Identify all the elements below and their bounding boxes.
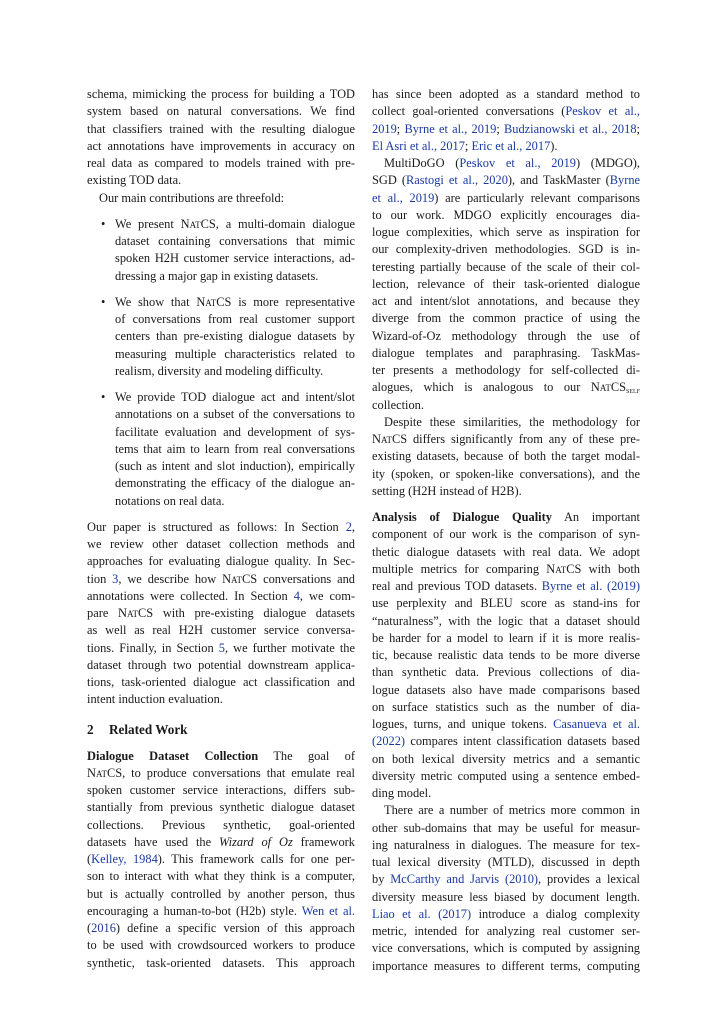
citation-link[interactable]: Budzianowski et al., 2018 bbox=[504, 121, 637, 136]
metrics-paragraph bbox=[372, 802, 640, 975]
section-number: 2 bbox=[87, 721, 94, 737]
text-line: annotations on a subset of the conversations to bbox=[115, 407, 355, 422]
text-line: tems that aim to learn from real conversations bbox=[115, 441, 355, 456]
continuation-paragraph bbox=[372, 86, 640, 155]
text-line: (such as intent and slot induction), empirically bbox=[115, 459, 355, 473]
paper-structure-paragraph bbox=[87, 519, 355, 709]
text-line: diverge from the common practice of using the bbox=[372, 311, 640, 326]
text-line: tions, task-oriented dialogue act classification and bbox=[87, 675, 355, 689]
text-line: Dialogue Dataset Collection The goal of bbox=[87, 748, 355, 763]
text-line: ing naturalness in dialogues. The measure for tex- bbox=[372, 837, 640, 852]
text-line: importance measures to different terms, computing bbox=[372, 958, 640, 973]
text-line: El Asri et al., 2017; Eric et al., 2017). bbox=[372, 138, 558, 153]
dialogue-quality-paragraph bbox=[372, 509, 640, 802]
paragraph-heading: Dialogue Dataset Collection bbox=[87, 748, 259, 763]
text-line: (Kelley, 1984). This framework calls for one per- bbox=[87, 852, 355, 866]
text-line: than synthetic data. Previous collections of dia- bbox=[372, 665, 640, 680]
text-line: collections. Previous synthetic, goal-oriented bbox=[87, 817, 355, 832]
intro-tail-paragraph bbox=[87, 86, 355, 190]
text-line: other sub-domains that may be useful for measur- bbox=[372, 820, 640, 835]
text-line: on both lexical diversity metrics and a semantic bbox=[372, 751, 640, 766]
text-line: diversity metric computed using a sentence embed- bbox=[372, 768, 640, 783]
citation-link[interactable]: Kelley, 1984 bbox=[91, 852, 158, 866]
text-line: multiple metrics for comparing NatCS with both bbox=[372, 561, 640, 576]
text-line: son to interact with what they think is a computer, bbox=[87, 869, 355, 884]
text-line: demonstrating the efficacy of the dialogue an- bbox=[115, 476, 355, 491]
section-link-3[interactable]: 3 bbox=[112, 571, 119, 586]
right-column bbox=[372, 86, 640, 975]
text-line: spoken H2H customer service interactions, ad- bbox=[115, 251, 355, 266]
text-line: datasets have used the Wizard of Oz framework bbox=[87, 834, 355, 849]
citation-link[interactable]: 2019 bbox=[372, 121, 397, 136]
contributions-intro: Our main contributions are threefold: bbox=[99, 190, 285, 205]
bullet-icon: • bbox=[101, 216, 106, 231]
left-column bbox=[87, 86, 355, 972]
citation-link[interactable]: 2016 bbox=[91, 921, 116, 935]
text-line: our complexity-driven methodologies. SGD is in- bbox=[372, 242, 640, 257]
citation-link[interactable]: Eric et al., 2017 bbox=[471, 138, 551, 153]
citation-link[interactable]: Byrne et al. (2019) bbox=[541, 579, 640, 593]
text-line: by McCarthy and Jarvis (2010), provides a lexical bbox=[372, 872, 640, 887]
citation-link[interactable]: Rastogi et al., 2020 bbox=[405, 173, 508, 188]
text-line: existing TOD data. bbox=[87, 173, 182, 188]
text-line: tion 3, we describe how NatCS conversations and bbox=[87, 571, 355, 586]
text-line: setting (H2H instead of H2B). bbox=[372, 483, 522, 498]
text-line: system based on natural conversations. We find bbox=[87, 104, 355, 119]
text-line: ter presents a methodology for self-collected di- bbox=[372, 363, 640, 377]
citation-link[interactable]: (2022) bbox=[372, 734, 406, 749]
text-line: existing datasets, because of both the target modal- bbox=[372, 449, 640, 464]
text-line: component of our work is the comparison of syn- bbox=[372, 527, 640, 542]
text-line: collect goal-oriented conversations (Peskov et al., bbox=[372, 104, 640, 119]
citation-link[interactable]: McCarthy and Jarvis (2010) bbox=[390, 872, 539, 887]
text-line: tions. Finally, in Section 5, we further motivate the bbox=[87, 640, 356, 655]
text-line: be harder for a model to learn if it is more realis- bbox=[372, 630, 640, 645]
text-line: schema, mimicking the process for building a TOD bbox=[87, 87, 355, 101]
text-line: Our paper is structured as follows: In Section 2, bbox=[87, 519, 355, 534]
text-line: tual lexical diversity (MTLD), discussed in depth bbox=[372, 855, 640, 869]
text-line: notations on real data. bbox=[115, 493, 225, 508]
contribution-bullet-2 bbox=[87, 294, 355, 380]
section-title: Related Work bbox=[109, 721, 188, 737]
bullet-icon: • bbox=[101, 294, 106, 309]
text-line: we review other dataset collection methods and bbox=[87, 537, 355, 551]
text-line: dressing a major gap in existing datasets. bbox=[115, 268, 319, 283]
despite-paragraph bbox=[372, 414, 640, 500]
citation-link[interactable]: Byrne bbox=[609, 173, 641, 188]
text-line: stantially from previous synthetic dialogue dataset bbox=[87, 800, 355, 815]
text-line: use perplexity and BLEU score as stand-ins for bbox=[372, 596, 640, 611]
text-line: • We present NatCS, a multi-domain dialogue bbox=[87, 216, 355, 233]
text-line: but is actually controlled by another person, thus bbox=[87, 886, 355, 901]
text-line: diversity measure less biased by document length. bbox=[372, 889, 640, 904]
dataset-name: NatCS bbox=[196, 294, 232, 309]
text-line: 2019; Byrne et al., 2019; Budzianowski et al., 2018; bbox=[372, 121, 640, 136]
text-line: vice conversations, which is computed by assigning bbox=[372, 941, 640, 956]
text-line: (2022) compares intent classification datasets based bbox=[372, 734, 640, 749]
text-line: dialogue templates and paraphrasing. TaskMas- bbox=[372, 345, 640, 360]
text-line: • We show that NatCS is more representative bbox=[87, 294, 355, 311]
text-line: logue complexities, which serve as inspiration for bbox=[372, 225, 640, 239]
text-line: logues, turns, and unique tokens. Casanueva et al. bbox=[372, 717, 640, 731]
text-line: ding model. bbox=[372, 786, 432, 800]
contribution-bullet-1 bbox=[87, 216, 355, 285]
text-line: of conversations from real customer support bbox=[115, 312, 355, 326]
text-line: Analysis of Dialogue Quality An important bbox=[372, 510, 640, 524]
text-line: facilitate evaluation and development of sys- bbox=[115, 424, 355, 439]
text-line: NatCS, to produce conversations that emulate real bbox=[87, 765, 355, 780]
text-line: “naturalness”, with the logic that a dataset should bbox=[372, 613, 640, 628]
text-line: • We provide TOD dialogue act and intent/slot bbox=[87, 389, 355, 406]
text-line: to be used with crowdsourced workers to produce bbox=[87, 938, 355, 953]
paragraph-heading: Analysis of Dialogue Quality bbox=[372, 510, 552, 524]
section-link-4[interactable]: 4 bbox=[293, 588, 300, 603]
text-line: act annotations have improvements in accuracy on bbox=[87, 138, 355, 153]
text-line: SGD (Rastogi et al., 2020), and TaskMaster (Byrne bbox=[372, 173, 641, 188]
text-line: intent induction evaluation. bbox=[87, 692, 223, 707]
text-line: dataset through two potential downstream applica- bbox=[87, 657, 355, 672]
text-line: (2016) define a specific version of this approach bbox=[87, 921, 355, 935]
text-line: approaches for evaluating dialogue quality. In Sec- bbox=[87, 554, 355, 569]
text-line: encouraging a human-to-bot (H2b) style. Wen et al. bbox=[87, 903, 356, 918]
citation-link[interactable]: El Asri et al., 2017 bbox=[372, 138, 465, 153]
text-line: has since been adopted as a standard method to bbox=[372, 87, 640, 101]
citation-link[interactable]: Casanueva et al. bbox=[553, 717, 640, 731]
text-line: alogues, which is analogous to our NatCS$_{self}$ bbox=[372, 380, 640, 396]
section-link-2[interactable]: 2 bbox=[345, 519, 352, 534]
section-link-5[interactable]: 5 bbox=[218, 640, 225, 655]
dataset-name: NatCS bbox=[180, 216, 216, 231]
citation-link[interactable]: Liao et al. (2017) bbox=[372, 906, 472, 921]
text-line: real data as compared to models trained with pre- bbox=[87, 156, 355, 170]
text-line: MultiDoGO (Peskov et al., 2019) (MDGO), bbox=[384, 156, 641, 170]
text-line: lection, relevance of their task-oriented dialogue bbox=[372, 276, 640, 291]
text-line: that classifiers trained with the resulting dialogue bbox=[87, 121, 355, 136]
multidogo-paragraph bbox=[372, 155, 640, 414]
citation-link[interactable]: et al., 2019 bbox=[372, 190, 435, 205]
text-line: on surface statistics such as the number of dia- bbox=[372, 699, 640, 714]
text-line: teresting partially because of the scale of their col- bbox=[372, 259, 640, 274]
text-line: spoken customer service interactions, differs sub- bbox=[87, 783, 355, 797]
citation-link[interactable]: Peskov et al., 2019 bbox=[459, 156, 577, 170]
contribution-bullet-3 bbox=[87, 389, 355, 510]
text-line: annotations were collected. In Section 4, we com- bbox=[87, 588, 355, 603]
text-line: tic, because realistic data tends to be more diverse bbox=[372, 648, 640, 662]
text-line: There are a number of metrics more common in bbox=[384, 803, 640, 818]
text-line: centers than pre-existing dialogue datasets by bbox=[115, 329, 355, 344]
text-line: NatCS differs significantly from any of these pre- bbox=[372, 432, 640, 446]
text-line: as well as real H2H customer service conversa- bbox=[87, 623, 355, 638]
text-line: to our work. MDGO explicitly encourages dia- bbox=[372, 207, 640, 222]
bullet-icon: • bbox=[101, 390, 106, 404]
text-line: Wizard-of-Oz methodology through the use of bbox=[372, 328, 640, 343]
text-line: synthetic, task-oriented datasets. This approach bbox=[87, 955, 355, 970]
text-line: dataset containing conversations that mimic bbox=[115, 234, 355, 248]
text-line: pare NatCS with pre-existing dialogue datasets bbox=[87, 606, 355, 620]
text-line: thetic dialogue datasets with real data. We adopt bbox=[372, 544, 640, 559]
text-line: measuring multiple characteristics related to bbox=[115, 346, 355, 361]
text-line: metric, intended for analyzing real customer ser- bbox=[372, 924, 640, 938]
citation-link[interactable]: Peskov et al., bbox=[565, 104, 640, 119]
text-line: real and previous TOD datasets. Byrne et al. (2019) bbox=[372, 579, 640, 593]
citation-link[interactable]: Wen et al. bbox=[301, 903, 356, 918]
text-line: collection. bbox=[372, 397, 424, 412]
text-line: act and intent/slot annotations, and because they bbox=[372, 294, 640, 308]
text-line: Despite these similarities, the methodology for bbox=[384, 414, 640, 429]
text-line: ity (spoken, or spoken-like conversations), and the bbox=[372, 466, 640, 481]
text-line: logue datasets also have made comparisons based bbox=[372, 682, 640, 697]
citation-link[interactable]: Byrne et al., 2019 bbox=[404, 121, 497, 136]
text-line: et al., 2019) are particularly relevant comparisons bbox=[372, 190, 640, 205]
section-heading bbox=[87, 718, 355, 742]
dataset-collection-paragraph bbox=[87, 748, 355, 972]
text-line: Liao et al. (2017) introduce a dialog complexity bbox=[372, 906, 640, 921]
text-line: realism, diversity and modeling difficulty. bbox=[115, 363, 324, 378]
